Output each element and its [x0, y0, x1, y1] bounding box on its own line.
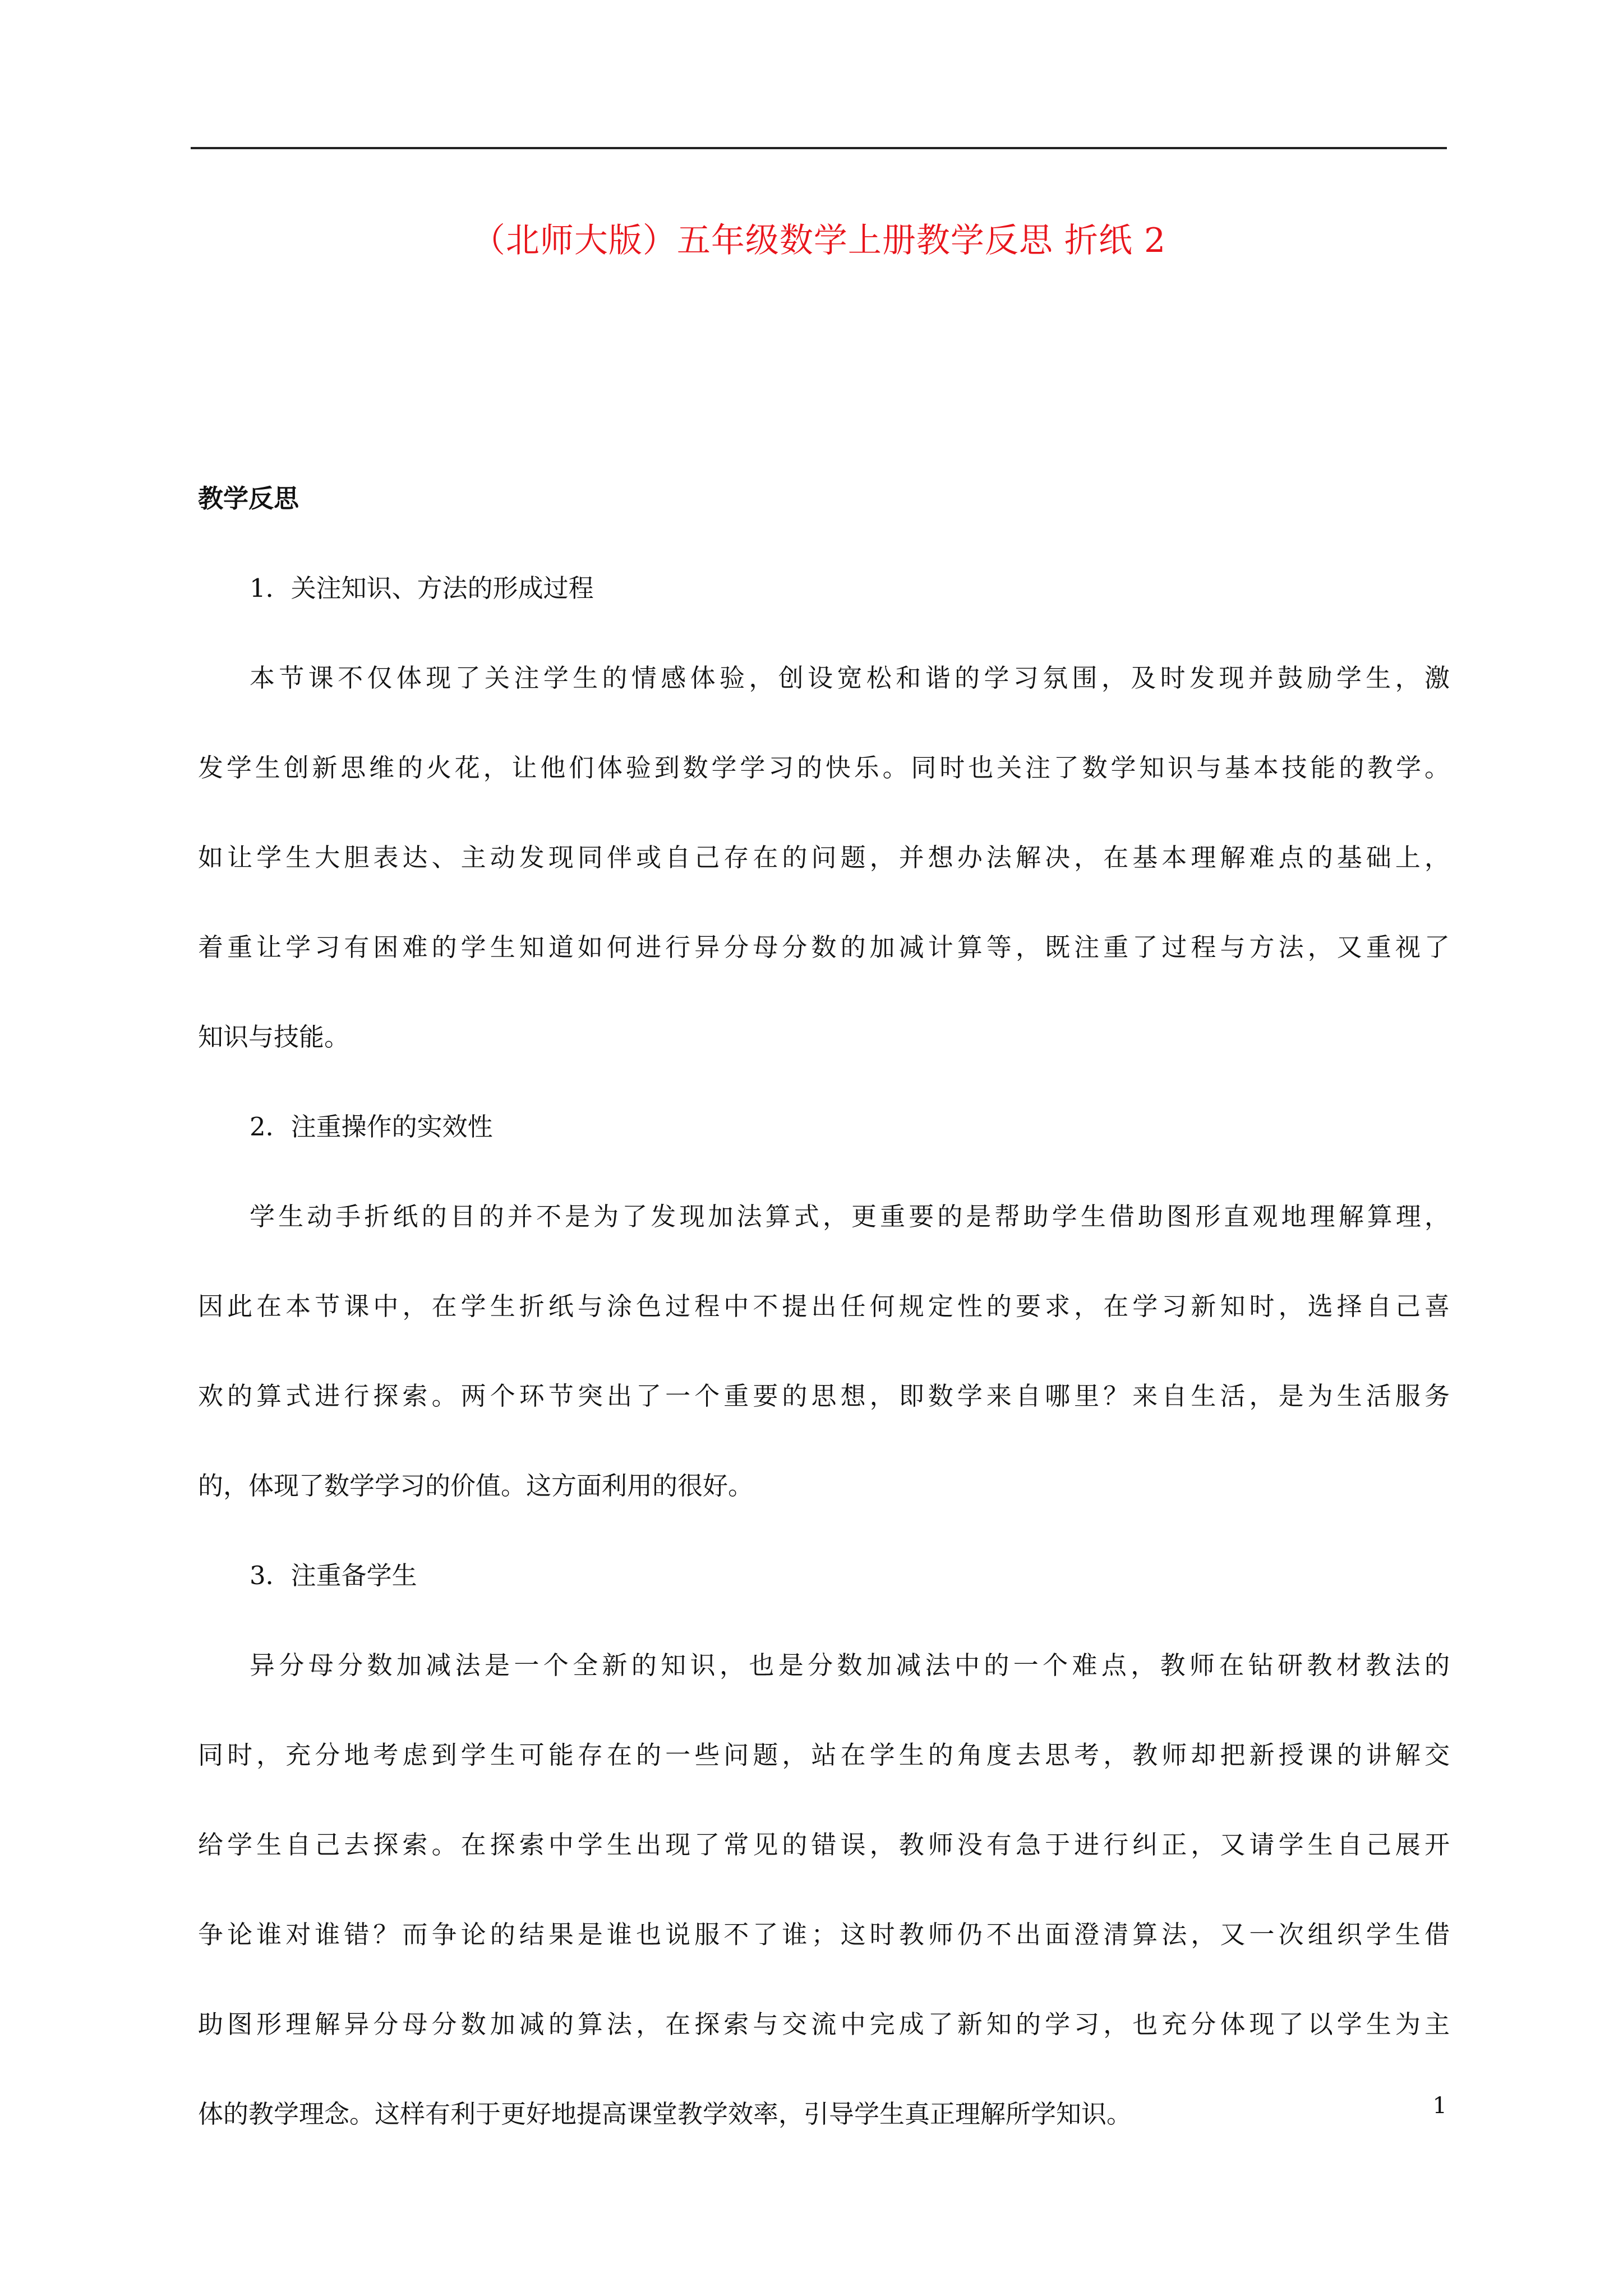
point-heading-2: 2．注重操作的实效性 [250, 1112, 493, 1142]
header-rule [191, 147, 1447, 149]
page-number: 1 [1432, 2093, 1447, 2119]
paragraph-line: 给学生自己去探索。在探索中学生出现了常见的错误，教师没有急于进行纠正，又请学生自己展开 [198, 1830, 1450, 1860]
paragraph-line: 知识与技能。 [198, 1022, 350, 1052]
paragraph-line: 学生动手折纸的目的并不是为了发现加法算式，更重要的是帮助学生借助图形直观地理解算理， [250, 1202, 1450, 1231]
point-heading-3: 3．注重备学生 [250, 1561, 417, 1590]
paragraph-line: 因此在本节课中，在学生折纸与涂色过程中不提出任何规定性的要求，在学习新知时，选择自己喜 [198, 1291, 1450, 1321]
document-title: （北师大版）五年级数学上册教学反思 折纸 2 [471, 221, 1166, 260]
section-heading: 教学反思 [198, 484, 299, 513]
paragraph-line: 体的教学理念。这样有利于更好地提高课堂教学效率，引导学生真正理解所学知识。 [198, 2099, 1132, 2129]
paragraph-line: 的，体现了数学学习的价值。这方面利用的很好。 [198, 1471, 754, 1501]
paragraph-line: 本节课不仅体现了关注学生的情感体验，创设宽松和谐的学习氛围，及时发现并鼓励学生，激 [250, 663, 1450, 693]
paragraph-line: 如让学生大胆表达、主动发现同伴或自己存在的问题，并想办法解决，在基本理解难点的基础上， [198, 843, 1450, 872]
paragraph-line: 发学生创新思维的火花，让他们体验到数学学习的快乐。同时也关注了数学知识与基本技能的教学。 [198, 753, 1450, 783]
paragraph-2 [198, 1194, 1450, 1509]
paragraph-3 [198, 1642, 1450, 2137]
paragraph-line: 同时，充分地考虑到学生可能存在的一些问题，站在学生的角度去思考，教师却把新授课的讲解交 [198, 1740, 1450, 1770]
paragraph-line: 争论谁对谁错？而争论的结果是谁也说服不了谁；这时教师仍不出面澄清算法，又一次组织学生借 [198, 1920, 1450, 1949]
paragraph-line: 助图形理解异分母分数加减的算法，在探索与交流中完成了新知的学习，也充分体现了以学生为主 [198, 2009, 1450, 2039]
paragraph-line: 欢的算式进行探索。两个环节突出了一个重要的思想，即数学来自哪里？来自生活，是为生活服务 [198, 1381, 1450, 1411]
point-heading-1: 1．关注知识、方法的形成过程 [250, 573, 594, 603]
document-body [198, 476, 1450, 2181]
paragraph-line: 异分母分数加减法是一个全新的知识，也是分数加减法中的一个难点，教师在钻研教材教法的 [250, 1650, 1450, 1680]
paragraph-1 [198, 655, 1450, 1060]
paragraph-line: 着重让学习有困难的学生知道如何进行异分母分数的加减计算等，既注重了过程与方法，又重视了 [198, 932, 1450, 962]
